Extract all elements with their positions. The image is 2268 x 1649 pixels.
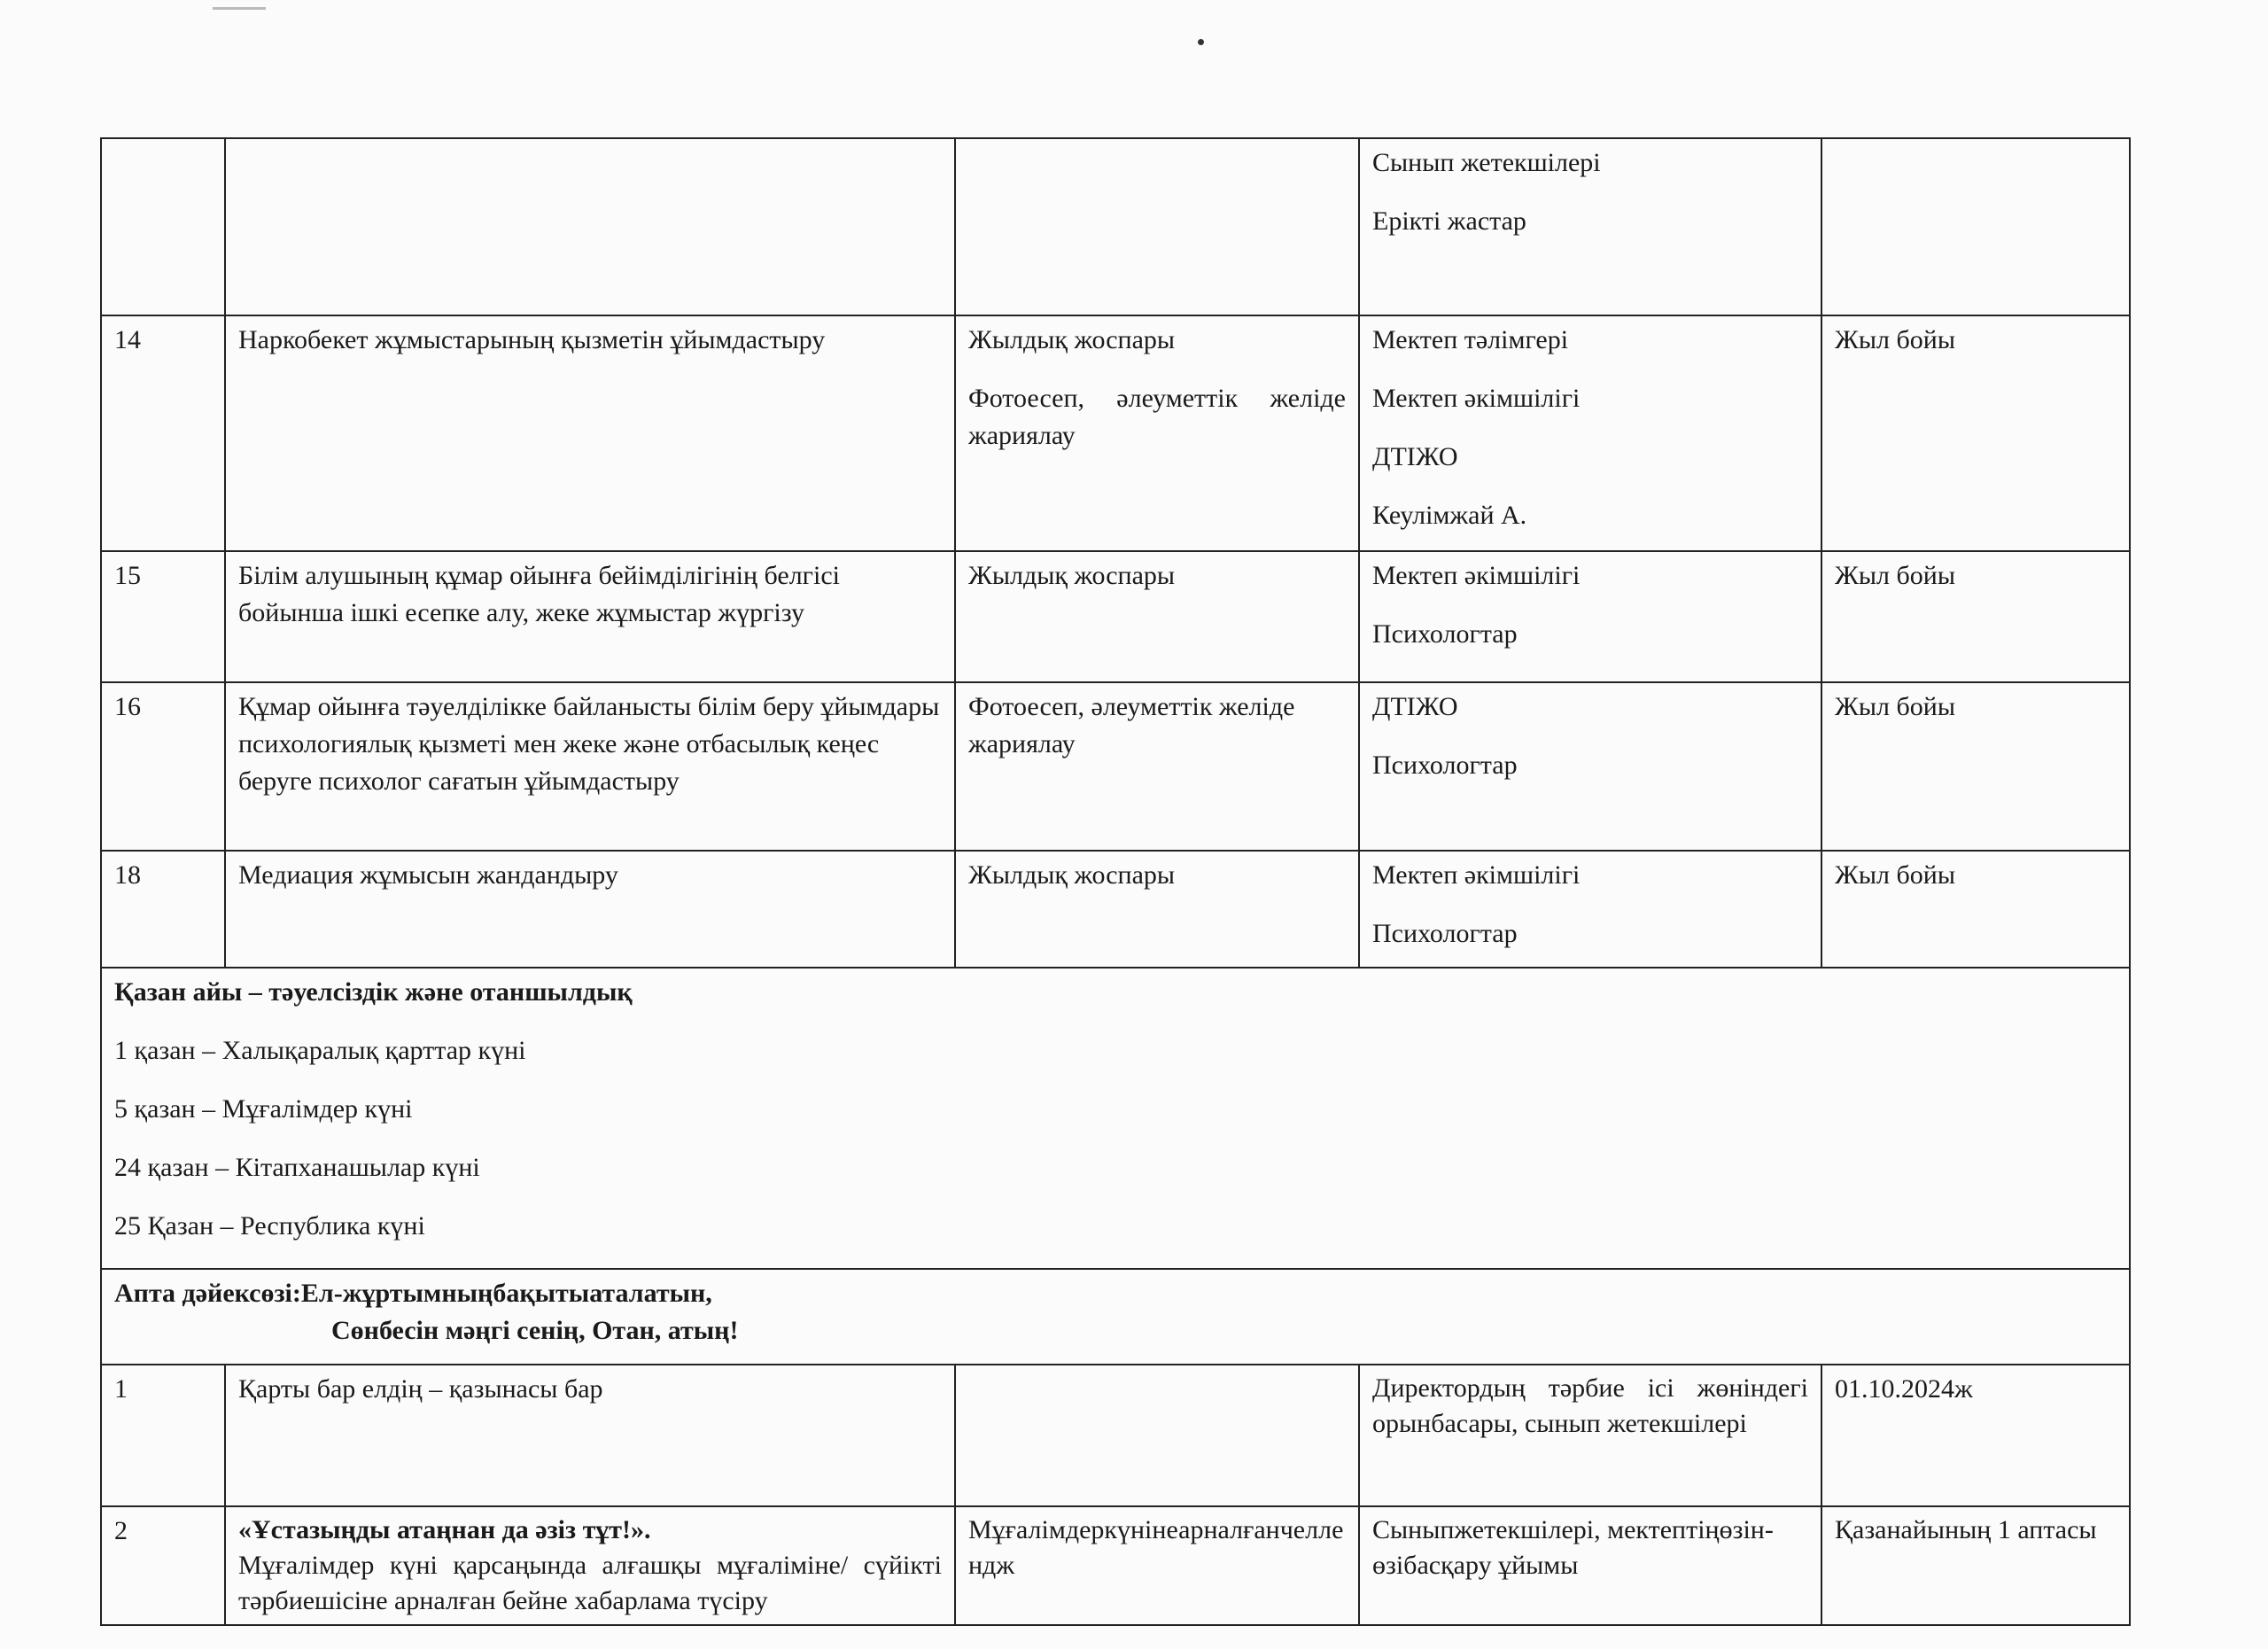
scan-artifact xyxy=(213,7,266,10)
motto-line-1: Апта дәйексөзі:Ел-жұртымныңбақытыаталатын, xyxy=(114,1279,712,1308)
motto-row xyxy=(101,1269,2130,1365)
form-line: Жылдық жоспары xyxy=(968,561,1176,590)
cell-deadline: 01.10.2024ж xyxy=(1821,1365,2130,1506)
form-line: Фотоесеп, әлеуметтік желіде жариялау xyxy=(968,692,1295,758)
form-line: Фотоесеп, әлеуметтік желіде жариялау xyxy=(968,384,1346,450)
cell-deadline: Қазанайының 1 аптасы xyxy=(1821,1506,2130,1625)
responsible-line: Мектеп әкімшілігі xyxy=(1372,384,1581,413)
cell-deadline: Жыл бойы xyxy=(1821,315,2130,551)
cell-num: 1 xyxy=(101,1365,225,1506)
cell-num: 14 xyxy=(101,315,225,551)
cell-num: 16 xyxy=(101,682,225,851)
cell-num xyxy=(101,138,225,315)
scan-dot xyxy=(1198,39,1204,45)
form-line: Жылдық жоспары xyxy=(968,325,1176,354)
cell-form xyxy=(955,1365,1359,1506)
date-line: 5 қазан – Мұғалімдер күні xyxy=(114,1094,413,1124)
cell-form xyxy=(955,851,1359,968)
cell-num: 18 xyxy=(101,851,225,968)
responsible-line: ДТІЖО xyxy=(1372,692,1458,721)
table-row xyxy=(101,1506,2130,1625)
cell-num: 2 xyxy=(101,1506,225,1625)
table-row xyxy=(101,682,2130,851)
cell-responsible xyxy=(1359,551,1821,682)
month-title: Қазан айы – тәуелсіздік және отаншылдық xyxy=(114,977,633,1007)
cell-form xyxy=(955,315,1359,551)
cell-form xyxy=(955,138,1359,315)
date-line: 25 Қазан – Республика күні xyxy=(114,1211,425,1241)
cell-task: Наркобекет жұмыстарының қызметін ұйымдастыру xyxy=(225,315,955,551)
cell-deadline: Жыл бойы xyxy=(1821,551,2130,682)
month-section-row xyxy=(101,968,2130,1269)
responsible-line: Мектеп тәлімгері xyxy=(1372,325,1569,354)
responsible-line: Психологтар xyxy=(1372,619,1518,649)
cell-task: Медиация жұмысын жандандыру xyxy=(225,851,955,968)
cell-num: 15 xyxy=(101,551,225,682)
cell-responsible xyxy=(1359,315,1821,551)
cell-deadline: Жыл бойы xyxy=(1821,682,2130,851)
cell-form xyxy=(955,551,1359,682)
cell-responsible xyxy=(1359,851,1821,968)
task-title: «Ұстазыңды атаңнан да әзіз тұт!». xyxy=(238,1515,651,1544)
responsible-line: Психологтар xyxy=(1372,919,1518,948)
cell-task: Білім алушының құмар ойынға бейімділігінің белгісі бойынша ішкі есепке алу, жеке жұмыстар жүргізу xyxy=(225,551,955,682)
cell-task: Құмар ойынға тәуелділікке байланысты білім беру ұйымдары психологиялық қызметі мен жеке және отбасылық кеңес беруге психолог сағатын ұйымдастыру xyxy=(225,682,955,851)
cell-deadline: Жыл бойы xyxy=(1821,851,2130,968)
table-row xyxy=(101,551,2130,682)
responsible-line: Мектеп әкімшілігі xyxy=(1372,860,1581,890)
cell-responsible: Сыныпжетекшілері, мектептіңөзін-өзібасқару ұйымы xyxy=(1359,1506,1821,1625)
table-row xyxy=(101,138,2130,315)
table-row xyxy=(101,1365,2130,1506)
responsible-line: Ерікті жастар xyxy=(1372,206,1526,236)
cell-task xyxy=(225,1506,955,1625)
cell-responsible: Директордың тәрбие ісі жөніндегі орынбасары, сынып жетекшілері xyxy=(1359,1365,1821,1506)
cell-deadline xyxy=(1821,138,2130,315)
cell-responsible xyxy=(1359,138,1821,315)
cell-responsible xyxy=(1359,682,1821,851)
responsible-line: Сынып жетекшілері xyxy=(1372,148,1601,177)
table-row xyxy=(101,851,2130,968)
responsible-line: Кеулімжай А. xyxy=(1372,501,1527,530)
cell-task: Қарты бар елдің – қазынасы бар xyxy=(225,1365,955,1506)
week-motto xyxy=(101,1269,2130,1365)
table-row xyxy=(101,315,2130,551)
cell-task xyxy=(225,138,955,315)
responsible-line: ДТІЖО xyxy=(1372,442,1458,471)
cell-form xyxy=(955,682,1359,851)
plan-table xyxy=(100,137,2131,1626)
task-text: Мұғалімдер күні қарсаңында алғашқы мұғаліміне/ сүйікті тәрбиешісіне арналған бейне хабарлама түсіру xyxy=(238,1551,942,1615)
responsible-line: Мектеп әкімшілігі xyxy=(1372,561,1581,590)
responsible-line: Психологтар xyxy=(1372,751,1518,780)
date-line: 24 қазан – Кітапханашылар күні xyxy=(114,1153,480,1182)
month-section xyxy=(101,968,2130,1269)
form-line: Жылдық жоспары xyxy=(968,860,1176,890)
date-line: 1 қазан – Халықаралық қарттар күні xyxy=(114,1036,526,1065)
motto-line-2: Сөнбесін мәңгі сенің, Отан, атың! xyxy=(331,1316,739,1345)
cell-form: Мұғалімдеркүнінеарналғанчеллендж xyxy=(955,1506,1359,1625)
